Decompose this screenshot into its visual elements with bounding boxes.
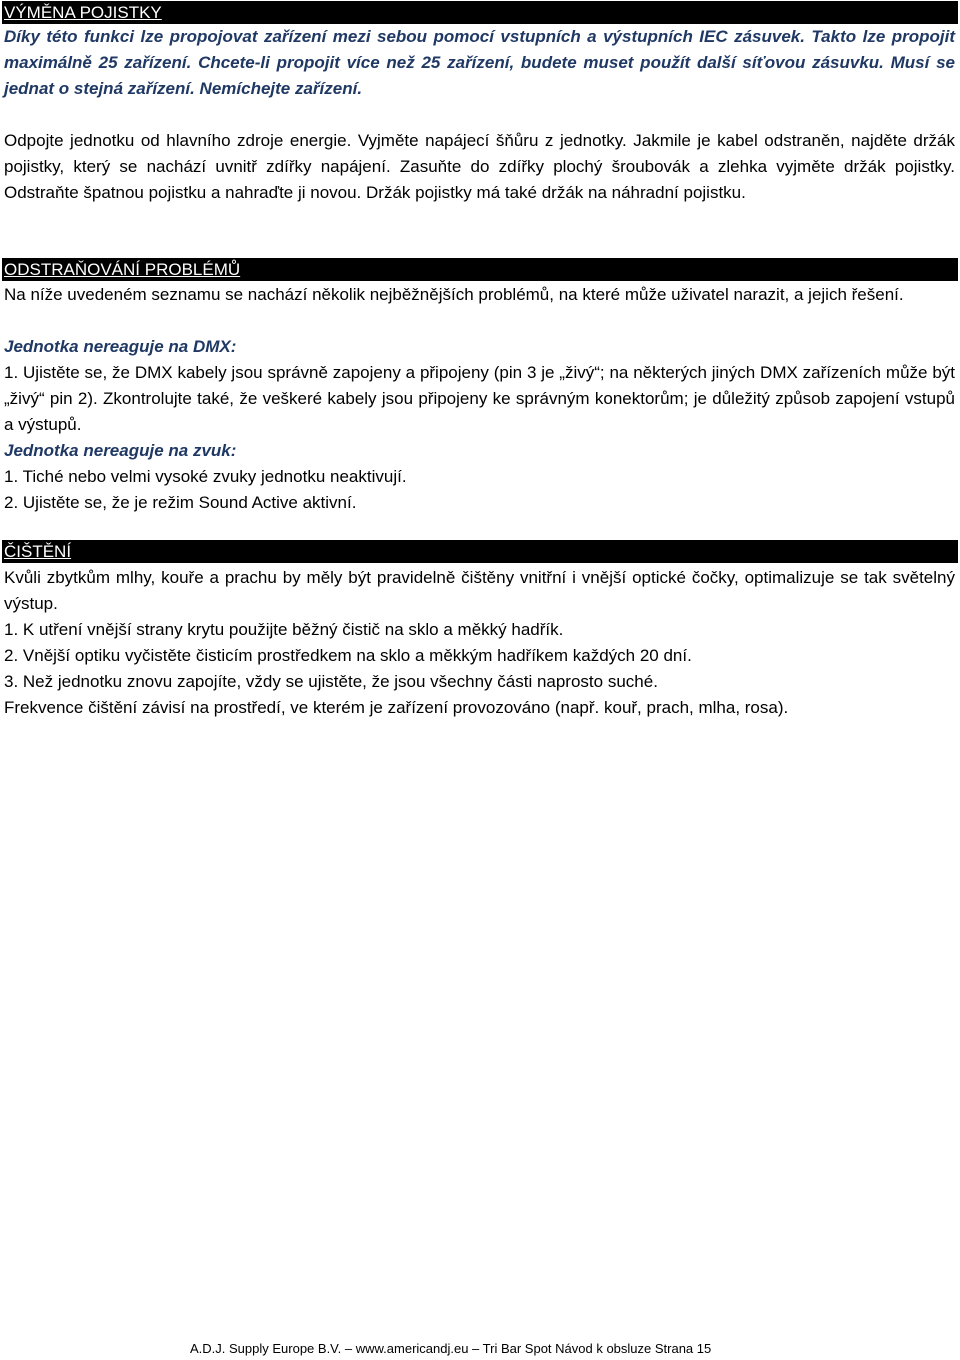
footer-text: A.D.J. Supply Europe B.V. – www.americandj.eu – Tri Bar Spot Návod k obsluze Strana 15 (190, 1341, 712, 1356)
cleaning-step-item: 2. Vnější optiku vyčistěte čisticím prostředkem na sklo a měkkým hadříkem každých 20 dní. (4, 646, 692, 665)
sound-solution-item: 1. Tiché nebo velmi vysoké zvuky jednotku neaktivují. (4, 467, 407, 486)
troubleshooting-intro-paragraph: Na níže uvedeném seznamu se nachází několik nejběžnějších problémů, na které může uživatel narazit, a jejich řešení. (4, 285, 904, 304)
dmx-solution-item: 1. Ujistěte se, že DMX kabely jsou správně zapojeny a připojeny (pin 3 je „živý“; na některých jiných DMX zařízeních může být „živý“ pin 2). Zkontrolujte také, že veškeré kabely jsou připojeny ke správným konektorům; je důležitý způsob zapojení vstupů a výstupů. (4, 363, 955, 434)
sound-solution-item: 2. Ujistěte se, že je režim Sound Active aktivní. (4, 493, 357, 512)
cleaning-frequency-note: Frekvence čištění závisí na prostředí, ve kterém je zařízení provozováno (např. kouř, prach, mlha, rosa). (4, 698, 789, 717)
section-title-troubleshooting: ODSTRAŇOVÁNÍ PROBLÉMŮ (4, 260, 241, 279)
section-header-fuse (2, 1, 958, 24)
fuse-intro-paragraph: Díky této funkci lze propojovat zařízení mezi sebou pomocí vstupních a výstupních IEC zásuvek. Takto lze propojit maximálně 25 zařízení. Chcete-li propojit více než 25 zařízení, budete muset použít další síťovou zásuvku. Musí se jednat o stejná zařízení. Nemíchejte zařízení. (4, 27, 955, 98)
section-title-fuse: VÝMĚNA POJISTKY (4, 3, 162, 22)
section-header-troubleshooting (2, 258, 958, 281)
sound-problem-heading: Jednotka nereaguje na zvuk: (4, 441, 237, 460)
dmx-problem-heading: Jednotka nereaguje na DMX: (4, 337, 237, 356)
fuse-instructions-paragraph: Odpojte jednotku od hlavního zdroje energie. Vyjměte napájecí šňůru z jednotky. Jakmile je kabel odstraněn, najděte držák pojistky, který se nachází uvnitř zdířky napájení. Zasuňte do zdířky plochý šroubovák a zlehka vyjměte držák pojistky. Odstraňte špatnou pojistku a nahraďte ji novou. Držák pojistky má také držák na náhradní pojistku. (4, 131, 955, 202)
cleaning-intro-paragraph: Kvůli zbytkům mlhy, kouře a prachu by měly být pravidelně čištěny vnitřní i vnější optické čočky, optimalizuje se tak světelný výstup. (4, 568, 955, 613)
section-header-cleaning (2, 540, 958, 563)
section-title-cleaning: ČIŠTĚNÍ (4, 542, 72, 561)
cleaning-step-item: 1. K utření vnější strany krytu použijte běžný čistič na sklo a měkký hadřík. (4, 620, 564, 639)
cleaning-step-item: 3. Než jednotku znovu zapojíte, vždy se ujistěte, že jsou všechny části naprosto suché. (4, 672, 658, 691)
